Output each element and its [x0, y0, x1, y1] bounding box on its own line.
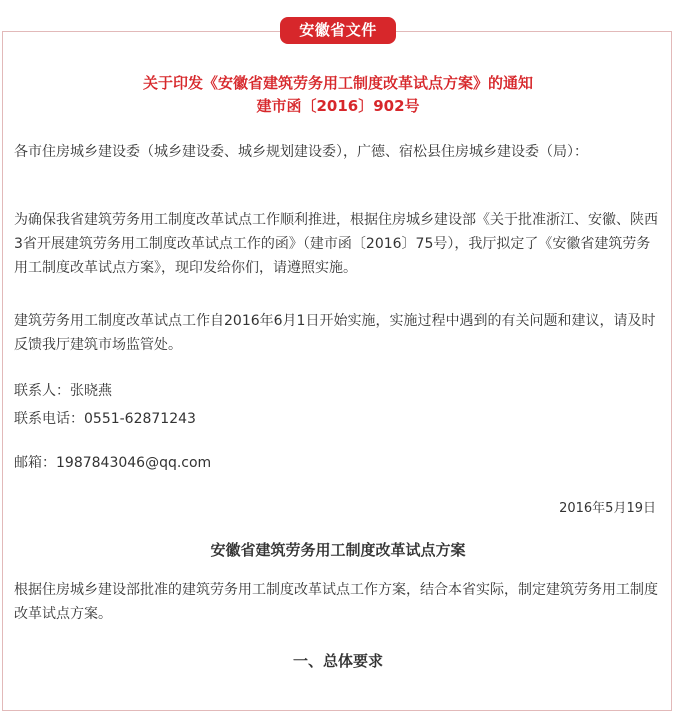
salutation: 各市住房城乡建设委（城乡建设委、城乡规划建设委），广德、宿松县住房城乡建设委（局）： — [14, 144, 588, 160]
header-tab-wrap — [0, 17, 676, 45]
issue-date: 2016年5月19日 — [559, 501, 656, 516]
section-heading-1: 一、总体要求 — [292, 652, 383, 670]
contact-person: 联系人：张晓燕 — [14, 383, 112, 399]
contact-email: 邮箱：1987843046@qq.com — [14, 455, 212, 471]
plan-title: 安徽省建筑劳务用工制度改革试点方案 — [210, 541, 466, 559]
contact-phone: 联系电话：0551-62871243 — [14, 411, 196, 427]
document-number: 建市函〔2016〕902号 — [256, 97, 420, 115]
plan-intro: 根据住房城乡建设部批准的建筑劳务用工制度改革试点工作方案，结合本省实际，制定建筑劳务用工制度改革试点方案。 — [14, 582, 658, 622]
body-paragraph-1: 为确保我省建筑劳务用工制度改革试点工作顺利推进，根据住房城乡建设部《关于批准浙江、安徽、陕西3省开展建筑劳务用工制度改革试点工作的函》（建市函〔2016〕75号），我厅拟定了《安徽省建筑劳务用工制度改革试点方案》，现印发给你们，请遵照实施。 — [14, 212, 658, 276]
body-paragraph-2: 建筑劳务用工制度改革试点工作自2016年6月1日开始实施，实施过程中遇到的有关问题和建议，请及时反馈我厅建筑市场监管处。 — [14, 313, 656, 353]
header-tab: 安徽省文件 — [280, 17, 396, 44]
notice-title: 关于印发《安徽省建筑劳务用工制度改革试点方案》的通知 — [142, 74, 533, 92]
